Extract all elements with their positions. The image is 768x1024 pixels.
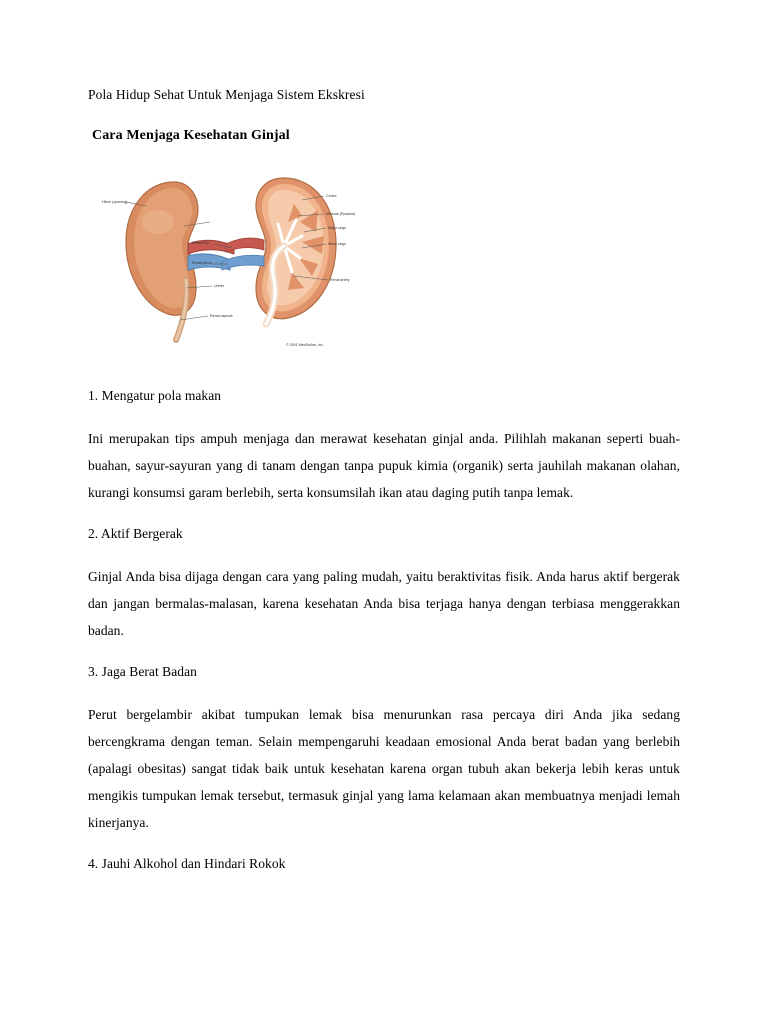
svg-text:Ureter: Ureter: [214, 284, 224, 289]
svg-text:© 2001 MedOnline, Inc.: © 2001 MedOnline, Inc.: [286, 343, 324, 348]
svg-text:Renal vein: Renal vein: [192, 241, 209, 246]
svg-text:Minor calyx: Minor calyx: [328, 242, 347, 247]
section-1-body: Ini merupakan tips ampuh menjaga dan merawat kesehatan ginjal anda. Pilihlah makanan seperti buah-buahan, sayur-sayuran yang di tanam dengan tanpa pupuk kimia (organik) serta jauhilah makanan olahan, kurangi konsumsi garam berlebih, serta konsumsilah ikan atau daging putih tanpa lemak.: [88, 431, 680, 501]
section-2-number: 2. Aktif Bergerak: [88, 526, 183, 542]
svg-text:Cortex: Cortex: [326, 194, 337, 199]
kidney-anatomy-icon: [88, 160, 356, 360]
svg-text:Hilum (opening): Hilum (opening): [102, 200, 128, 205]
svg-text:Major calyx: Major calyx: [328, 226, 347, 231]
section-2-body: Ginjal Anda bisa dijaga dengan cara yang paling mudah, yaitu beraktivitas fisik. Anda harus aktif bergerak dan jangan bermalas-malasan, karena kesehatan Anda bisa terjaga hanya dengan terbiasa menggerakkan badan.: [88, 569, 680, 639]
svg-text:Renal capsule: Renal capsule: [210, 314, 233, 319]
section-3-number: 3. Jaga Berat Badan: [88, 664, 197, 680]
svg-text:Renal pelvis: Renal pelvis: [192, 261, 212, 266]
kidney-anatomy-figure: [88, 160, 356, 360]
section-4-number: 4. Jauhi Alkohol dan Hindari Rokok: [88, 856, 286, 872]
svg-text:Medulla (Pyramid): Medulla (Pyramid): [326, 212, 356, 217]
section-1-number: 1. Mengatur pola makan: [88, 388, 222, 404]
section-heading: Cara Menjaga Kesehatan Ginjal: [92, 128, 290, 144]
svg-text:Renal artery: Renal artery: [330, 278, 350, 283]
document-title: Pola Hidup Sehat Untuk Menjaga Sistem Ekskresi: [88, 87, 365, 102]
section-3-body: Perut bergelambir akibat tumpukan lemak bisa menurunkan rasa percaya diri Anda jika sedang bercengkrama dengan teman. Selain mempengaruhi keadaan emosional Anda berat badan yang berlebih (apalagi obesitas) sangat tidak baik untuk kesehatan karena organ tubuh akan bekerja lebih keras untuk mengikis tumpukan lemak tersebut, termasuk ginjal yang lama kelamaan akan membuatnya menjadi lemah kinerjanya.: [88, 707, 680, 831]
